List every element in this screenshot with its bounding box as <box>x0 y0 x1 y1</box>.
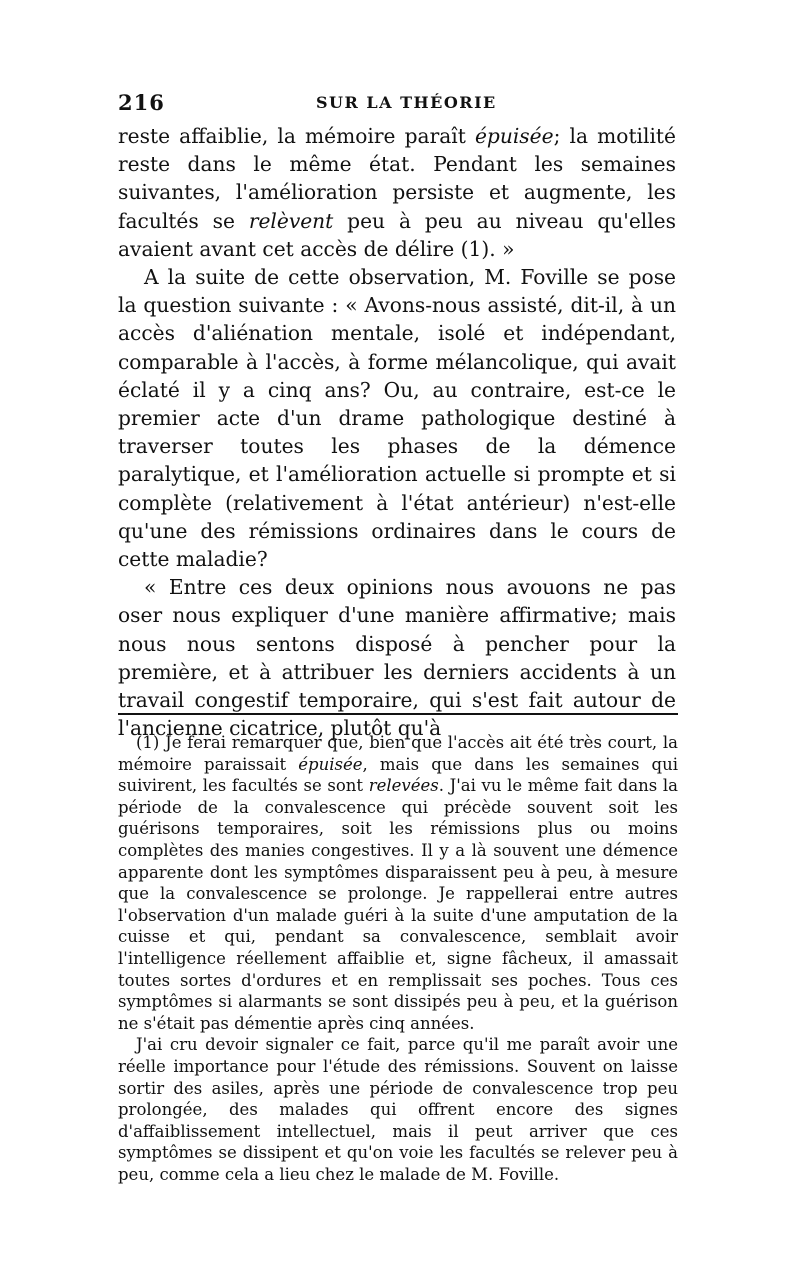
page-header <box>118 90 678 120</box>
footnote-paragraph: J'ai cru devoir signaler ce fait, parce qu'il me paraît avoir une réelle importance pour l'étude des rémissions. Souvent on laisse sortir des asiles, après une période de convalescence trop peu prolongée, des malades qui offrent encore des signes d'affaiblissement intellectuel, mais il peut arriver que ces symptômes se dissipent et qu'on voie les facultés se relever peu à peu, comme cela a lieu chez le malade de M. Foville. <box>118 1035 678 1184</box>
paragraph: A la suite de cette observation, M. Foville se pose la question suivante : « Avons-nous assisté, dit-il, à un accès d'aliénation mentale, isolé et indépendant, comparable à l'accès, à forme mélancolique, qui avait éclaté il y a cinq ans? Ou, au contraire, est-ce le premier acte d'un drame pathologique destiné à traverser toutes les phases de la démence paralytique, et l'amélioration actuelle si prompte et si complète (relativement à l'état antérieur) n'est-elle qu'une des rémissions ordinaires dans le cours de cette maladie? <box>118 265 676 572</box>
paragraph: « Entre ces deux opinions nous avouons ne pas oser nous expliquer d'une manière affirmative; mais nous nous sentons disposé à pencher pour la première, et à attribuer les derniers accidents à un travail congestif temporaire, qui s'est fait autour de l'ancienne cicatrice, plutôt qu'à <box>118 575 676 741</box>
text-run: , mais que dans les semaines qui suivirent, les facultés se sont <box>118 754 679 796</box>
running-title: SUR LA THÉORIE <box>316 93 497 112</box>
italic-text: relèvent <box>248 208 334 233</box>
italic-text: épuisée <box>298 754 363 774</box>
text-run: . J'ai vu le même fait dans la période de la convalescence qui précède souvent soit les guérisons temporaires, soit les rémissions plus ou moins complètes des manies congestives. Il y a là souvent une démence apparente dont les symptômes disparaissent peu à peu, à mesure que la convalescence se prolonge. Je rappellerai entre autres l'observation d'un malade guéri à la suite d'une amputation de la cuisse et qui, pendant sa convalescence, semblait avoir l'intelligence réellement affaiblie et, signe fâcheux, il amassait toutes sortes d'ordures et en remplissait ses poches. Tous ces symptômes si alarmants se sont dissipés peu à peu, et la guérison ne s'était pas démentie après cinq années. <box>118 776 679 1033</box>
italic-text: relevées <box>368 776 439 796</box>
text-run: reste affaiblie, la mémoire paraît <box>118 124 475 148</box>
footnotes <box>118 732 678 1185</box>
paragraph-continued <box>118 122 676 263</box>
main-text <box>118 122 676 742</box>
text-run: ; la motilité reste dans le même état. Pendant les semaines suivantes, l'amélioration persiste et augmente, les facultés se <box>118 124 676 233</box>
footnote-separator <box>118 713 678 715</box>
text-run: peu à peu au niveau qu'elles avaient avant cet accès de délire (1). » <box>118 208 676 261</box>
italic-text: épuisée <box>474 124 554 148</box>
text-run: (1) Je ferai remarquer que, bien que l'accès ait été très court, la mémoire paraissait <box>118 733 678 774</box>
page-number: 216 <box>118 90 165 115</box>
footnote <box>118 732 678 1034</box>
